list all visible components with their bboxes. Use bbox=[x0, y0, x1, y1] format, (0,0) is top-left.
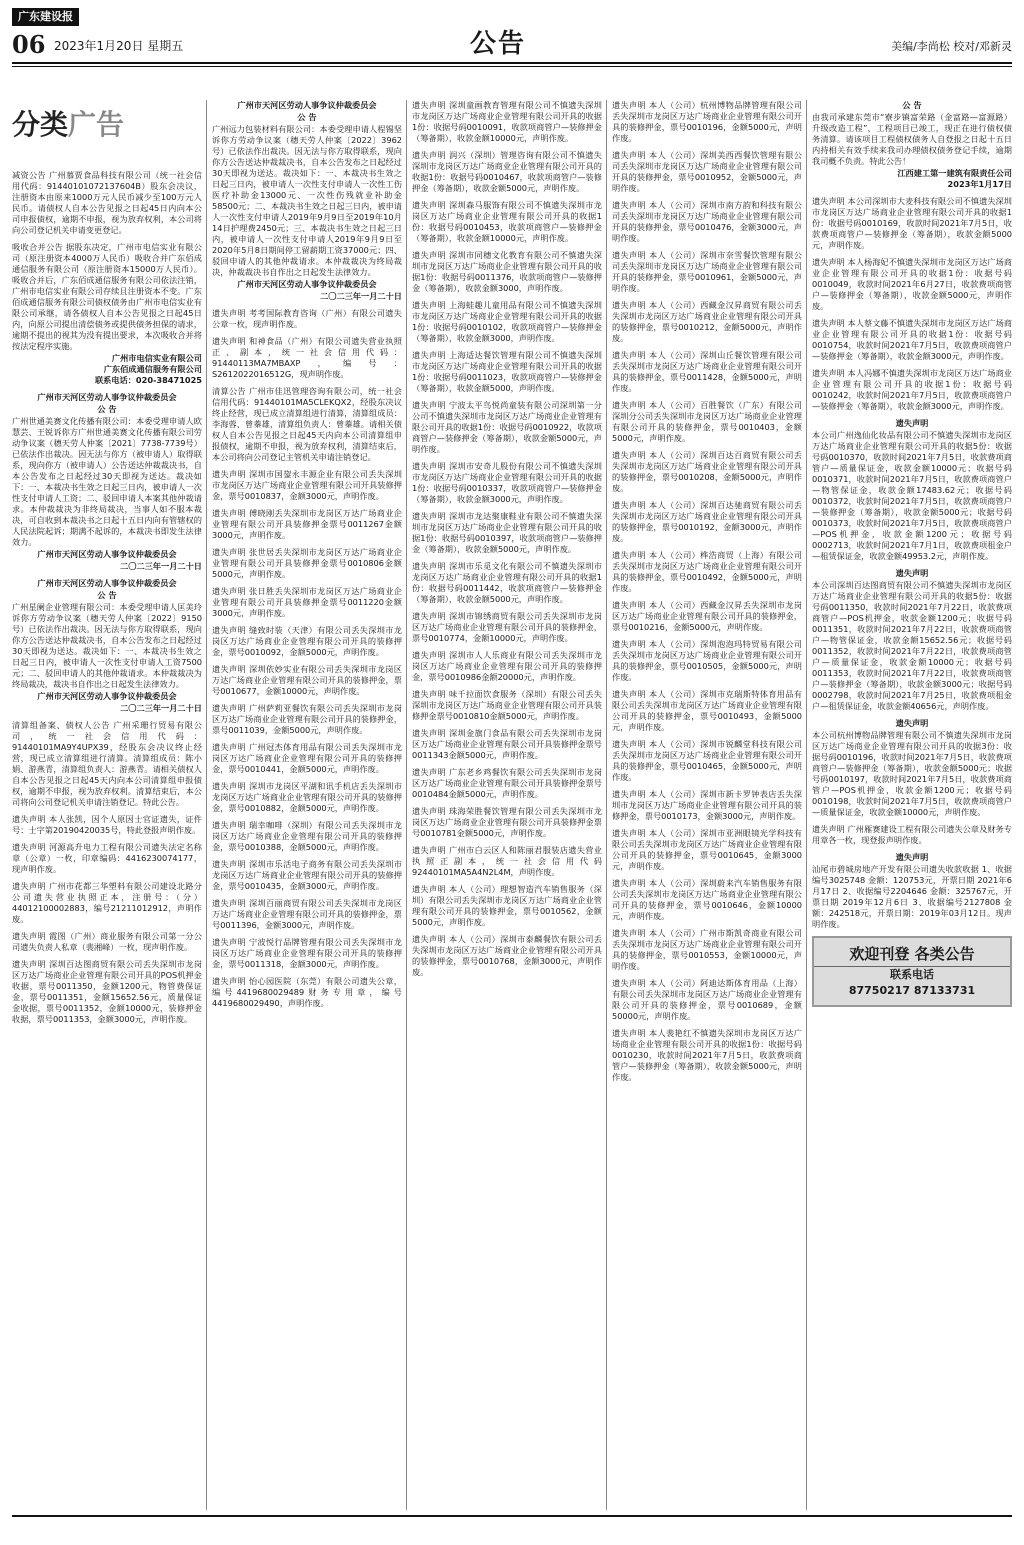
notice-heading: 广州市天河区劳动人事争议仲裁委员会 bbox=[37, 392, 177, 402]
notice-heading: 公 告 bbox=[97, 590, 117, 600]
notice-loss: 遗失声明 润兴（深圳）管理咨询有限公司不慎遗失深圳市龙岗区万达广场商业企业管理有限公司开具的收据1份：收据号码0010467，收款项商管户—装修押金（筹备期），收款金额5000元，声明作废。 bbox=[412, 150, 602, 193]
advertise-phone: 87750217 87133731 bbox=[848, 984, 976, 997]
notice-loss: 遗失声明 深圳市乐觅文化有限公司不慎遗失深圳市龙岗区万达广场商业企业管理有限公司开具的收据1份：收据号码0011442，收款项商管户—装修押金（筹备期），收款金额5000元，声明作废。 bbox=[412, 561, 602, 604]
notice-loss: 遗失声明 宁波悦行品牌管理有限公司丢失深圳市龙岗区万达广场商业企业管理有限公司开具的装修押金，票号0011318，金额3000元，声明作废。 bbox=[212, 937, 402, 969]
signature: 江西建工第一建筑有限责任公司 bbox=[897, 168, 1012, 178]
notice-loss: 遗失声明 本人（公司）深圳山丘餐饮管理有限公司丢失深圳市龙岗区万达广场商业企业管理有限公司开具的装修押金，票号0011428，金额5000元，声明作废。 bbox=[612, 350, 802, 393]
notice-loss: 遗失声明 本人（公司）广州市斯凯奇商业有限公司丢失深圳市龙岗区万达广场商业企业管理有限公司开具的装修押金，票号0010553，金额10000元，声明作废。 bbox=[612, 928, 802, 971]
newspaper-brand: 广东建设报 bbox=[12, 8, 79, 26]
signature: 广州市天河区劳动人事争议仲裁委员会 bbox=[37, 691, 177, 701]
notice-loss: 遗失声明 本人（公司）深圳市泰麟餐饮有限公司丢失深圳市龙岗区万达广场商业企业管理有限公司开具的装修押金，票号0010768，金额3000元，声明作废。 bbox=[412, 934, 602, 977]
notice-loss: 遗失声明 河源高升电力工程有限公司遗失法定名称章（公章）一枚，印章编码：4416230074177，现声明作废。 bbox=[12, 842, 202, 874]
notice-loss: 遗失声明 广州雁赛建设工程有限公司遗失公章及财务专用章各一枚，现登报声明作废。 bbox=[812, 824, 1012, 845]
notice-loss: 遗失声明 本人（公司）深圳市亚洲眼镜光学科技有限公司丢失深圳市龙岗区万达广场商业企业管理有限公司开具的装修押金，票号0010645，金额3000元，声明作废。 bbox=[612, 828, 802, 871]
notice-loss: 遗失声明 深圳市同穗文化教育有限公司不慎遗失深圳市龙岗区万达广场商业企业管理有限公司开具的收据1份：收据号码0011376，收款项商管户—装修押金（筹备期），收款金额3000，声明作废。 bbox=[412, 250, 602, 293]
notice-loss: 遗失声明 本人（公司）深圳市锐麟堂科技有限公司丢失深圳市龙岗区万达广场商业企业管理有限公司开具的装修押金，票号0010465，金额5000元，声明作废。 bbox=[612, 739, 802, 782]
notice-loss: 遗失声明 深圳金旗门食品有限公司丢失深圳市龙岗区万达广场商业企业管理有限公司开具装修押金票号0011343金额5000元，声明作废。 bbox=[412, 728, 602, 760]
notice-loss: 遗失声明 深圳百达图商贸有限公司丢失深圳市龙岗区万达广场商业企业管理有限公司开具的POS机押金收据，票号0011350，金额1200元，物管费保证金，票号0011351，金额15652.56元，质量保证金收据，票号0011352，金额10000元，装修押金收据，票号0011353，金额3000元，声明作废。 bbox=[12, 959, 202, 1024]
notice-arbitration: 广州世通美赛文化传播有限公司：本委受理申请人欧慧芸、王锐诉你方广州世通美赛文化传播有限公司劳动争议案（穗天劳人仲案〔2021〕7738-7739号）已依法作出裁决。因无法与你方（被申请人）取得联系，现向你方（被申请人）公告送达仲裁裁决书，自本公告发布之日起经过30天即视为送达。裁决如下：一、本裁决书生效之日起三日内，被申请人一次性支付申请人工资；二、驳回申请人本案其他仲裁请求。本仲裁裁决为非终局裁决，当事人如不服本裁决，可自收到本裁决书之日起十五日内向有管辖权的人民法院起诉；期满不起诉的，本裁决书即发生法律效力。 bbox=[12, 416, 202, 547]
advertise-title: 欢迎刊登 各类公告 bbox=[814, 944, 1010, 967]
notice-loss: 遗失声明 傅晓刚丢失深圳市龙岗区万达广场商业企业管理有限公司开具装修押金票号0011267金额3000元，声明作废。 bbox=[212, 508, 402, 540]
notice-heading: 广州市天河区劳动人事争议仲裁委员会 bbox=[237, 100, 377, 110]
notice-heading: 公 告 bbox=[97, 404, 117, 414]
notice-loss: 本公司杭州博物品牌管理有限公司不慎遗失深圳市龙岗区万达广场商业企业管理有限公司开具的收据3份：收据号码0010196，收款时间2021年7月5日，收款费项商管户—装修押金（筹备期），收款金额5000元；收据号码0010197，收款时间2021年7月5日，收款费项商管户—POS机押金，收款金额1200元；收据号码0010198，收款时间2021年7月5日，收款费项商管户—质量保证金，收款金额10000元，声明作废。 bbox=[812, 730, 1012, 817]
notice-loss: 遗失声明 深圳市人人乐商业有限公司丢失深圳市龙岗区万达广场商业企业管理有限公司开具的装修押金，票号0010986金额20000元，声明作废。 bbox=[412, 650, 602, 682]
notice-loss: 本公司深圳百达图商贸有限公司不慎遗失深圳市龙岗区万达广场商业企业管理有限公司开具的收据5份：收据号码0011350，收款时间2021年7月22日，收款费项商管户—POS机押金，收款金额1200元；收据号码0011351，收款时间2021年7月22日，收款费项商管户—物管保证金，收款金额15652.56元；收据号码0011352，收款时间2021年7月22日，收款费项商管户—质量保证金，收款金额10000元；收据号码0011353，收款时间2021年7月22日，收款费项商管户—装修押金（筹备期），收款金额3000元；收据号码0002798，收款时间2021年7月25日，收款费项租金户—租赁保证金，收款金额40656元，声明作废。 bbox=[812, 580, 1012, 711]
notice-heading: 遗失声明 bbox=[895, 718, 929, 728]
notice-heading: 遗失声明 bbox=[895, 568, 929, 578]
notice-loss: 遗失声明 本人（公司）桦浩商贸（上海）有限公司丢失深圳市龙岗区万达广场商业企业管理有限公司开具的装修押金，票号0010492，金额5000元，声明作废。 bbox=[612, 550, 802, 593]
notice-loss: 遗失声明 宁波太平鸟悦尚童装有限公司深圳第一分公司不慎遗失深圳市龙岗区万达广场商业企业管理有限公司开具的收据1份：收据号码0010922，收款项商管户—装修押金（筹备期），收款金额5000元，声明作废。 bbox=[412, 400, 602, 454]
header-rule bbox=[12, 62, 1012, 64]
notice-loss: 遗失声明 本人张凯，因个人原因士官证遗失，证件号：士字第20190420035号，特此登报声明作废。 bbox=[12, 814, 202, 835]
notice-loss: 遗失声明 本人杨海妃不慎遗失深圳市龙岗区万达广场商业企业管理有限公司开具的收据1份：收据号码0010049，收款时间2021年6月27日，收款费项商管户—装修押金（筹备期），收款金额5000元，声明作废。 bbox=[812, 257, 1012, 311]
signature: 广州市电信实业有限公司 bbox=[111, 353, 202, 363]
signature: 广州市天河区劳动人事争议仲裁委员会 bbox=[37, 549, 177, 559]
notice-loss: 遗失声明 本人（公司）理想智造汽车销售服务（深圳）有限公司丢失深圳市龙岗区万达广场商业企业管理有限公司开具的装修押金，票号0010562，金额5000元，声明作废。 bbox=[412, 884, 602, 927]
column-3 bbox=[412, 100, 602, 1512]
notice-date: 二〇二三年一月二十日 bbox=[120, 703, 202, 713]
column-divider bbox=[206, 100, 207, 1510]
notice-date: 二〇二三年一月二十日 bbox=[120, 561, 202, 571]
footer-rule bbox=[12, 1515, 1012, 1517]
notice-loss: 遗失声明 广东老乡鸡餐饮有限公司丢失深圳市龙岗区万达广场商业企业管理有限公司开具装修押金票号0010484金额5000元，声明作废。 bbox=[412, 767, 602, 799]
notice-loss: 遗失声明 深圳依妙实业有限公司丢失深圳市龙岗区万达广场商业企业管理有限公司开具的装修押金，票号0010677，金额10000元，声明作废。 bbox=[212, 664, 402, 696]
notice-heading: 广州市天河区劳动人事争议仲裁委员会 bbox=[37, 578, 177, 588]
editor-credit: 美编/李尚松 校对/邓新灵 bbox=[891, 40, 1012, 53]
notice-heading: 遗失声明 bbox=[895, 418, 929, 428]
notice-heading: 遗失声明 bbox=[895, 852, 929, 862]
notice-loss: 遗失声明 深圳市龙达聚康鞋业有限公司不慎遗失深圳市龙岗区万达广场商业企业管理有限公司开具的收据1份：收据号码0010397，收款项商管户—装修押金（筹备期），收款金额5000元，声明作废。 bbox=[412, 511, 602, 554]
notice-loss: 遗失声明 瑞幸咖啡（深圳）有限公司丢失深圳市龙岗区万达广场商业企业管理有限公司开具的装修押金，票号0010388，金额5000元，声明作废。 bbox=[212, 820, 402, 852]
notice-loss: 遗失声明 本人（公司）深圳市南方韵和科技有限公司丢失深圳市龙岗区万达广场商业企业管理有限公司开具的装修押金，票号0010476，金额3000元，声明作废。 bbox=[612, 200, 802, 243]
notice-loss: 遗失声明 深圳百丽商贸有限公司丢失深圳市龙岗区万达广场商业企业管理有限公司开具的装修押金，票号0011396，金额3000元，声明作废。 bbox=[212, 898, 402, 930]
advertise-contact-label: 联系电话 bbox=[890, 968, 934, 981]
notice-loss: 遗失声明 本人冯娜不慎遗失深圳市龙岗区万达广场商业企业管理有限公司开具的收据1份：收据号码0010242，收款时间2021年7月5日，收款费项商管户—装修押金（筹备期），收款金额3000元，声明作废。 bbox=[812, 368, 1012, 411]
notice-arbitration: 广州星阑企业管理有限公司：本委受理申请人匡美玲诉你方劳动争议案（穗天劳人仲案〔2022〕9150号）已依法作出裁决。因无法与你方取得联系，现向你方公告送达仲裁裁决书，自本公告发布之日起经过30天即视为送达。裁决如下：一、本裁决书生效之日起三日内，被申请人一次性支付申请人工资7500元；二、驳回申请人的其他仲裁请求。本仲裁裁决为终局裁决，裁决书自作出之日起发生法律效力。 bbox=[12, 602, 202, 689]
notice-loss: 遗失声明 深圳市安奇儿股份有限公司不慎遗失深圳市龙岗区万达广场商业企业管理有限公司开具的收据1份：收据号码0010337，收款项商管户—装修押金（筹备期），收款金额3000元，声明作废。 bbox=[412, 461, 602, 504]
notice-loss: 遗失声明 广州市白云区人和陈丽君服装店遗失营业执照正副本，统一社会信用代码92440101MA5A4N2L4M，声明作废。 bbox=[412, 845, 602, 877]
issue-date: 2023年1月20日 星期五 bbox=[54, 39, 184, 53]
signature: 广东佰成通信服务有限公司 bbox=[103, 364, 202, 374]
notice-loss: 遗失声明 缝致时装（天津）有限公司丢失深圳市龙岗区万达广场商业企业管理有限公司开具的装修押金，票号0010092，金额5000元，声明作废。 bbox=[212, 625, 402, 657]
notice-loss: 汕尾市碧城房地产开发有限公司遗失收款收据 1、收据编号3025748 金额：120753元，开票日期 2021年6月17日 2、收据编号2204646 金额：325767元，开票日期 2019年12月6日 3、收据编号2127808 金额：242518元，开票日期：2019年03月12日。现声明作废。 bbox=[812, 864, 1012, 929]
notice-loss: 遗失声明 深圳童画教育管理有限公司不慎遗失深圳市龙岗区万达广场商业企业管理有限公司开具的收据1份：收据号码0010091，收款项商管户—装修押金（筹备期），收款金额10000元，声明作废。 bbox=[412, 100, 602, 143]
notice-merger: 吸收合并公告 据股东决定，广州市电信实业有限公司（原注册资本4000万人民币）吸收合并广东佰成通信服务有限公司（原注册资本15000万人民币）。吸收合并后，广东佰成通信服务有限公司依法注销，广州市电信实业有限公司存续且注册资本不变。广东佰成通信服务有限公司债权债务由广州市电信实业有限公司承继，请各债权人自本公告见报之日起45日内，向原公司提出清偿债务或提供债务担保的请求，逾期不提出的视其为没有提出要求，本次吸收合并将按法定程序实施。 bbox=[12, 242, 202, 351]
notice-loss: 遗失声明 本人蔡文藤不慎遗失深圳市龙岗区万达广场商业企业管理有限公司开具的收据1份：收据号码0010754，收款时间2021年7月5日，收款费项商管户—装修押金（筹备期），收款金额3000元，声明作废。 bbox=[812, 318, 1012, 361]
classified-ads-title bbox=[12, 108, 202, 142]
column-1 bbox=[12, 100, 202, 1512]
contact-phone: 联系电话：020-38471025 bbox=[94, 375, 202, 385]
column-5 bbox=[812, 100, 1012, 1512]
notice-loss: 遗失声明 深圳市乐活电子商务有限公司丢失深圳市龙岗区万达广场商业企业管理有限公司开具的装修押金，票号0010435，金额3000元，声明作废。 bbox=[212, 859, 402, 891]
title-black: 分类 bbox=[12, 108, 69, 141]
advertise-box bbox=[812, 936, 1012, 1007]
notice-loss: 遗失声明 本人（公司）杭州博物品牌管理有限公司丢失深圳市龙岗区万达广场商业企业管理有限公司开具的装修押金，票号0010196，金额5000元，声明作废。 bbox=[612, 100, 802, 143]
notice-loss: 遗失声明 本人（公司）深圳百达驰商贸有限公司丢失深圳市龙岗区万达广场商业企业管理有限公司开具的装修押金，票号0010192，金额3000元，声明作废。 bbox=[612, 500, 802, 543]
notice-loss: 遗失声明 本人（公司）深圳百达百商贸有限公司丢失深圳市龙岗区万达广场商业企业管理有限公司开具的装修押金，票号0010208，金额5000元，声明作废。 bbox=[612, 450, 802, 493]
notice-loss: 遗失声明 本人（公司）深圳泡泡玛特贸易有限公司丢失深圳市龙岗区万达广场商业企业管理有限公司开具的装修押金，票号0010505，金额5000元，声明作废。 bbox=[612, 639, 802, 682]
notice-loss: 遗失声明 深圳森马服饰有限公司不慎遗失深圳市龙岗区万达广场商业企业管理有限公司开具的收据1份：收据号码0010453，收款项商管户—装修押金（筹备期），收款金额10000元，声明作废。 bbox=[412, 200, 602, 243]
notice-loss: 遗失声明 霞图（广州）商业服务有限公司第一分公司遗失负责人私章（裴湘峰）一枚，现声明作废。 bbox=[12, 931, 202, 952]
notice-loss: 遗失声明 深圳市龙岗区平湖和讯手机店丢失深圳市龙岗区万达广场商业企业管理有限公司开具的装修押金，票号0010882，金额5000元，声明作废。 bbox=[212, 781, 402, 813]
notice-loss: 遗失声明 上海蛙趣儿童用品有限公司不慎遗失深圳市龙岗区万达广场商业企业管理有限公司开具的收据1份：收据号码0010102，收款项商管户—装修押金（筹备期），收款金额3000，声明作废。 bbox=[412, 300, 602, 343]
notice-capital-reduction: 减资公告 广州慕贾食品科技有限公司（统一社会信用代码：91440101072137604B）股东会决议，注册资本由原来1000万元人民币减少至100万元人民币。请债权人自本公告见报之日起45日内向本公司申报债权，逾期不申报，视为放弃权利，本公司将向公司登记机关申请变更登记。 bbox=[12, 170, 202, 235]
column-divider bbox=[806, 100, 807, 1510]
column-divider bbox=[406, 100, 407, 1510]
page-number: 06 bbox=[12, 30, 46, 59]
notice-loss: 遗失声明 张世居丢失深圳市龙岗区万达广场商业企业管理有限公司开具装修押金票号0010806金额5000元，声明作废。 bbox=[212, 547, 402, 579]
notice-loss: 遗失声明 本人（公司）阿迪达斯体育用品（上海）有限公司丢失深圳市龙岗区万达广场商业企业管理有限公司开具的装修押金，票号0010689，金额50000元，声明作废。 bbox=[612, 978, 802, 1021]
notice-loss: 遗失声明 张日胜丢失深圳市龙岗区万达广场商业企业管理有限公司开具装修押金票号0011220金额3000元，声明作废。 bbox=[212, 586, 402, 618]
column-4 bbox=[612, 100, 802, 1512]
section-title: 公告 bbox=[470, 29, 527, 59]
notice-loss: 本公司广州逸仙化妆品有限公司不慎遗失深圳市龙岗区万达广场商业企业管理有限公司开具的收据5份：收据号码0010370，收款时间2021年7月5日，收款费项商管户—质量保证金，收款金额10000元；收据号码0010371，收款时间2021年7月5日，收款费项商管户—物管保证金，收款金额17483.62元；收据号码0010372，收款时间2021年7月5日，收款费项商管户—装修押金（筹备期），收款金额5000元；收据号码0010373，收款时间2021年7月5日，收款费项商管户—POS机押金，收款金额1200元；收据号码0002713，收款时间2021年7月1日，收款费项租金户—租赁保证金，收款金额49953.2元，声明作废。 bbox=[812, 430, 1012, 561]
notice-heading: 公 告 bbox=[902, 100, 922, 110]
title-accent: 广告 bbox=[68, 108, 125, 141]
notice-loss: 遗失声明 考考国际教育咨询（广州）有限公司遗失公章一枚，现声明作废。 bbox=[212, 308, 402, 329]
notice-loss: 遗失声明 本人（公司）百胜餐饮（广东）有限公司深圳分公司丢失深圳市龙岗区万达广场商业企业管理有限公司开具的装修押金，票号0010403，金额5000元，声明作废。 bbox=[612, 400, 802, 443]
notice-loss: 遗失声明 珠海荣胜餐饮管理有限公司丢失深圳市龙岗区万达广场商业企业管理有限公司开具装修押金票号0010781金额5000元，声明作废。 bbox=[412, 806, 602, 838]
notice-loss: 遗失声明 本人裴艳红不慎遗失深圳市龙岗区万达广场商业企业管理有限公司开具的收据1份：收据号码0010230，收款时间2021年7月5日，收款费项商管户—装修押金（筹备期），收款金额5000元，声明作废。 bbox=[612, 1028, 802, 1082]
notice-heading: 公 告 bbox=[297, 112, 317, 122]
notice-loss: 遗失声明 本人（公司）深圳美西西餐饮管理有限公司丢失深圳市龙岗区万达广场商业企业管理有限公司开具的装修押金，票号0010952，金额5000元，声明作废。 bbox=[612, 150, 802, 193]
notice-loss: 遗失声明 本人（公司）西藏金汉昇商贸有限公司丢失深圳市龙岗区万达广场商业企业管理有限公司开具的装修押金，票号0010212，金额5000元，声明作废。 bbox=[612, 300, 802, 343]
notice-liquidation: 清算公告 广州市佳迅管理咨询有限公司，统一社会信用代码：91440101MA5CLEKQX2，经股东决议终止经营，现已成立清算组进行清算，清算组成员：李海蓉、曾蓁雄，清算组负责人：曾蓁雄。请相关债权人自本公告见报之日起45天内向本公司清算组申报债权，逾期不申报，视为放弃权利，清算结束后，本公司将向公司登记主管机关申请注销登记。 bbox=[212, 386, 402, 462]
notice-arbitration: 广州远力包装材料有限公司：本委受理申请人程锡坚诉你方劳动争议案（穗天劳人仲案〔2022〕3962号）已依法作出裁决。因无法与你方取得联系，现向你方公告送达仲裁裁决书，自本公告发布之日起经过30天即视为送达。裁决如下：一、本裁决书生效之日起三日内，被申请人一次性支付申请人一次性工伤医疗补助金13000元、一次性伤残就业补助金58500元；二、本裁决书生效之日起三日内，被申请人一次性支付申请人2019年9月9日至2019年10月14日护理费2450元；三、本裁决书生效之日起三日内，被申请人一次性支付申请人2019年9月9日至2020年5月8日期间停工留薪期工资37000元；四、驳回申请人的其他仲裁请求。本仲裁裁决为终局裁决，仲裁裁决书自作出之日起发生法律效力。 bbox=[212, 124, 402, 277]
notice-loss: 遗失声明 本人（公司）深圳市奈雪餐饮管理有限公司丢失深圳市龙岗区万达广场商业企业管理有限公司开具的装修押金，票号0010961，金额5000元，声明作废。 bbox=[612, 250, 802, 293]
notice-loss: 遗失声明 深圳市国鋆永丰源企业有限公司丢失深圳市龙岗区万达广场商业企业管理有限公司开具装修押金，票号0010837，金额3000元，声明作废。 bbox=[212, 469, 402, 501]
notice-loss: 遗失声明 本人（公司）深圳市新卡罗钟表店丢失深圳市龙岗区万达广场商业企业管理有限公司开具的装修押金，票号0010173，金额3000元，声明作废。 bbox=[612, 789, 802, 821]
header-rule-thin bbox=[12, 66, 1012, 67]
column-2 bbox=[212, 100, 402, 1512]
notice-loss: 遗失声明 本人（公司）深圳市克瑞斯特体育用品有限公司丢失深圳市龙岗区万达广场商业企业管理有限公司开具的装修押金，票号0010493，金额5000元，声明作废。 bbox=[612, 689, 802, 732]
notice-loss: 遗失声明 味千拉面饮食服务（深圳）有限公司丢失深圳市龙岗区万达广场商业企业管理有限公司开具装修押金票号0010810金额5000元，声明作废。 bbox=[412, 689, 602, 721]
notice-debt-settlement: 由我司承建东莞市“寮步镇富荣路（金富路—富源路）升级改造工程”，工程项目已竣工，现正在进行债权债务清算。请该项目工程债权债务人自登报之日起十五日内持相关有效手续来我司办理债权债务登记手续，逾期我司概不负责。特此公告！ bbox=[812, 112, 1012, 166]
notice-loss: 遗失声明 怡心园医院（东莞）有限公司遗失公章，编号4419680029489财务专用章，编号4419680029490，声明作废。 bbox=[212, 976, 402, 1008]
signature: 广州市天河区劳动人事争议仲裁委员会 bbox=[237, 279, 377, 289]
notice-loss: 遗失声明 广州市花都三华塑料有限公司建设北路分公司遗失营业执照正本，注册号：（分）44012100002883，编号21211012912，声明作废。 bbox=[12, 881, 202, 924]
masthead bbox=[0, 0, 1024, 64]
notice-loss: 遗失声明 本公司深圳市大麦科技有限公司不慎遗失深圳市龙岗区万达广场商业企业管理有限公司开具的收据1份：收据号码0010169，收款时间2021年7月5日，收款费项商管户—装修押金（筹备期），收款金额5000元，声明作废。 bbox=[812, 196, 1012, 250]
notice-loss: 遗失声明 上海适达餐饮管理有限公司不慎遗失深圳市龙岗区万达广场商业企业管理有限公司开具的收据1份：收据号码0011023，收款项商管户—装修押金（筹备期），收款金额5000，声明作废。 bbox=[412, 350, 602, 393]
notice-loss: 遗失声明 本人（公司）深圳蔚来汽车销售服务有限公司丢失深圳市龙岗区万达广场商业企业管理有限公司开具的装修押金，票号0010646，金额10000元，声明作废。 bbox=[612, 878, 802, 921]
notice-loss: 遗失声明 广州冠杰体育用品有限公司丢失深圳市龙岗区万达广场商业企业管理有限公司开具的装修押金，票号0010441，金额5000元，声明作废。 bbox=[212, 742, 402, 774]
notice-liquidation: 清算组备案、债权人公告 广州采珊行贸易有限公司，统一社会信用代码：91440101MA9Y4UPX39，经股东会决议终止经营，现已成立清算组进行清算。清算组成员：陈小娟、游燕青，清算组负责人：游燕青。请相关债权人自本公告见报之日起45天内向本公司清算组申报债权，逾期不申报，视为放弃权利。清算结束后，本公司将向公司登记机关申请注销登记。特此公告。 bbox=[12, 720, 202, 807]
notice-loss: 遗失声明 深圳市锦绣商贸有限公司丢失深圳市龙岗区万达广场商业企业管理有限公司开具的装修押金，票号0010774，金额10000元，声明作废。 bbox=[412, 611, 602, 643]
column-divider bbox=[606, 100, 607, 1510]
notice-date: 二〇二三年一月二十日 bbox=[320, 291, 402, 301]
notice-loss: 遗失声明 和神食品（广州）有限公司遗失营业执照正、副本，统一社会信用代码：91440113MA7MBAXP，编号：S2612022016512G，现声明作废。 bbox=[212, 336, 402, 379]
notice-loss: 遗失声明 本人（公司）西藏金汉昇丢失深圳市龙岗区万达广场商业企业管理有限公司开具的装修押金，票号0010216，金额5000元，声明作废。 bbox=[612, 600, 802, 632]
notice-date: 2023年1月17日 bbox=[947, 179, 1012, 189]
notice-loss: 遗失声明 广州萨莉亚餐饮有限公司丢失深圳市龙岗区万达广场商业企业管理有限公司开具的装修押金，票号0011039，金额5000元，声明作废。 bbox=[212, 703, 402, 735]
